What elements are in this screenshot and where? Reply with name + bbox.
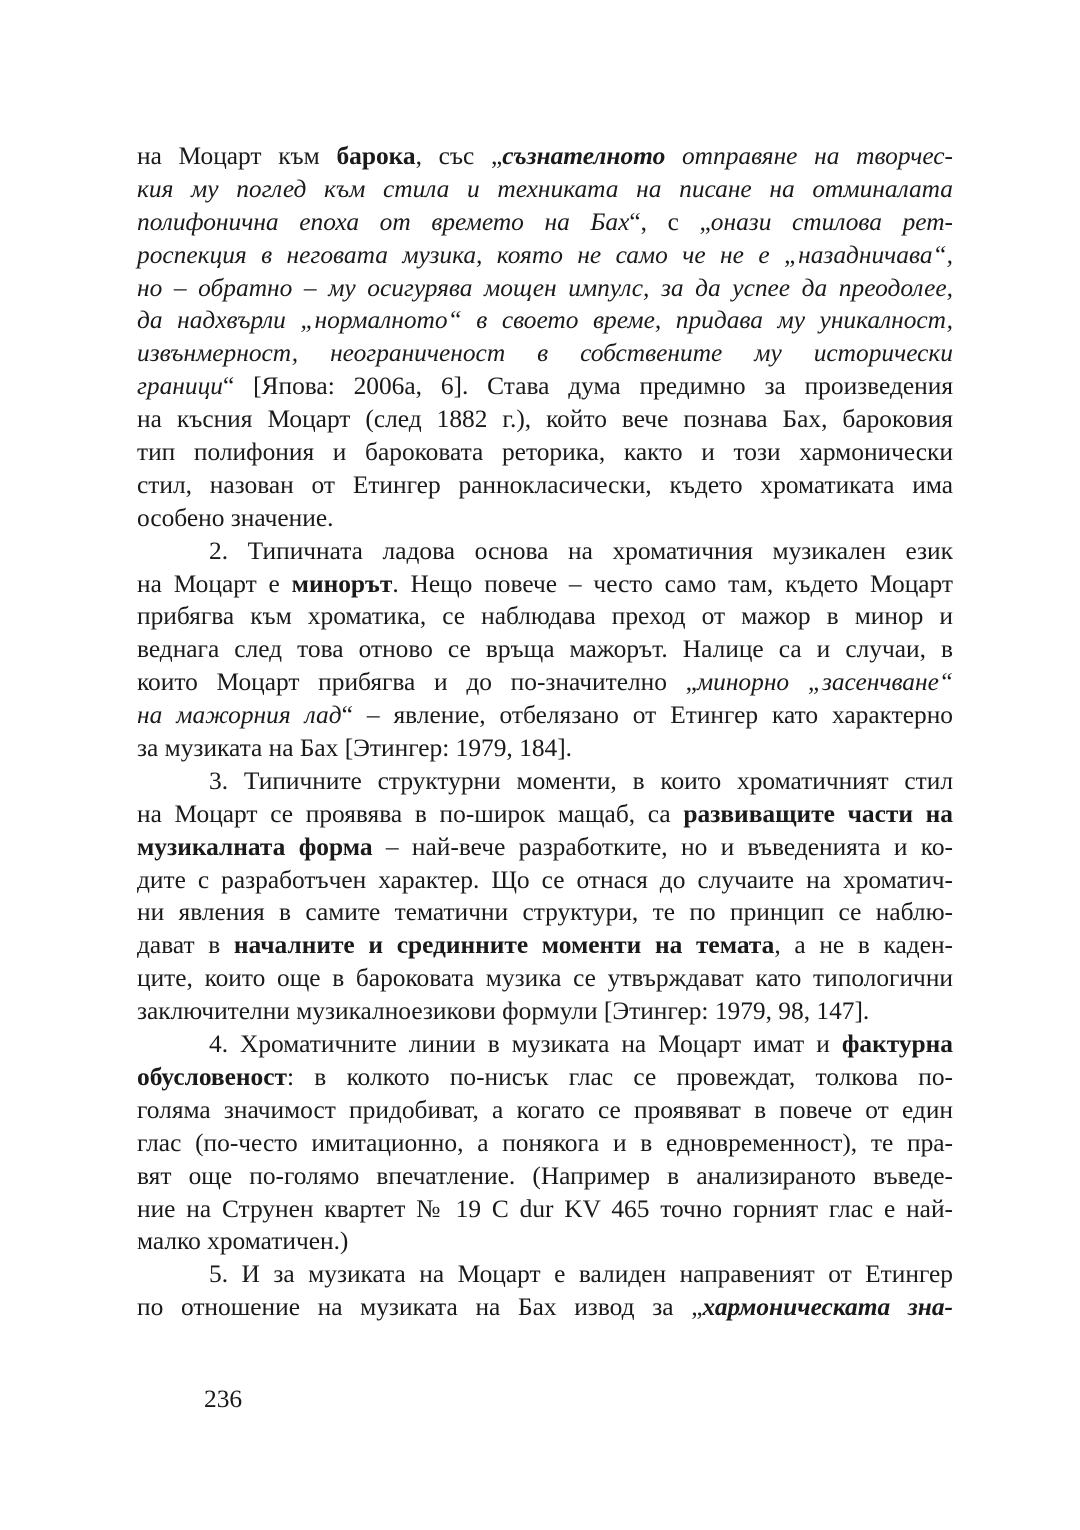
text-segment: началните и срединните моменти на темата (233, 931, 775, 960)
text-line (137, 1225, 953, 1258)
text-segment: на Моцарт към (137, 142, 337, 170)
text-line (137, 337, 953, 370)
text-segment: глас (по-често имитационно, а понякога и в едновременност), те пра- (137, 1128, 953, 1157)
text-segment: прибягва към хроматика, се наблюдава преход от мажор в минор и (137, 602, 953, 631)
text-line (137, 732, 953, 765)
text-line (137, 798, 953, 831)
body-text (137, 140, 953, 1324)
text-segment: за музиката на Бах [Этингер: 1979, 184]. (137, 734, 573, 763)
text-line (137, 1258, 953, 1291)
text-segment: по отношение на музиката на Бах извод за „ (137, 1293, 703, 1322)
text-segment: съзнателното (502, 142, 666, 170)
text-segment: вят още по-голямо впечатление. (Например в анализираното въведе- (137, 1161, 953, 1190)
text-segment: “ – явление, отбелязано от Етингер като характерно (341, 701, 953, 730)
text-segment: на късния Моцарт (след 1882 г.), който вече познава Бах, бароковия (137, 405, 953, 434)
text-line (137, 995, 953, 1028)
text-line (137, 666, 953, 699)
text-line (137, 173, 953, 206)
text-segment: музикалната форма (137, 832, 373, 861)
text-line (137, 140, 953, 173)
text-line (137, 699, 953, 732)
text-line (137, 929, 953, 962)
text-segment: ни явления в самите тематични структури, те по принцип се наблю- (137, 898, 953, 927)
text-segment: хармоническата зна- (702, 1293, 953, 1322)
text-segment: минорно „засенчване“ (696, 668, 953, 697)
text-segment: на Моцарт се проявява в по-широк мащаб, са (137, 799, 684, 828)
text-segment: 3. Типичните структурни моменти, в които хроматичният стил (209, 766, 953, 795)
text-line (137, 1193, 953, 1226)
text-segment: на Моцарт е (137, 569, 292, 598)
text-segment: , със „ (415, 142, 503, 170)
text-segment: : в колкото по-нисък глас се провеждат, толкова по- (286, 1062, 953, 1091)
text-line (137, 962, 953, 995)
text-line (137, 633, 953, 666)
text-line (137, 206, 953, 239)
text-segment: дават в (137, 931, 234, 960)
text-segment: 5. И за музиката на Моцарт е валиден направеният от Етингер (209, 1260, 953, 1289)
text-line (137, 304, 953, 337)
text-segment: заключителни музикалноезикови формули [Этингер: 1979, 98, 147]. (137, 997, 870, 1026)
text-line (137, 896, 953, 929)
text-segment: но – обратно – му осигурява мощен импулс, за да успее да преодолее, (137, 273, 953, 302)
text-segment: . Нещо повече – често само там, където Моцарт (392, 569, 954, 598)
text-segment: които Моцарт прибягва и до по-значително „ (137, 668, 697, 697)
text-segment: извънмерност, неограниченост в собствените му исторически (137, 339, 953, 368)
text-segment: особено значение. (137, 503, 334, 532)
text-line (137, 436, 953, 469)
text-segment: малко хроматичен.) (137, 1227, 349, 1256)
text-segment: ние на Струнен квартет № 19 C dur KV 465 точно горният глас е най- (137, 1194, 953, 1223)
text-line (137, 272, 953, 305)
text-segment: голяма значимост придобиват, а когато се проявяват в повече от един (137, 1095, 953, 1124)
text-segment: роспекция в неговата музика, която не само че не е „назадничава“, (137, 240, 953, 269)
text-line (137, 600, 953, 633)
text-line (137, 502, 953, 535)
text-segment: “ [Япова: 2006а, 6]. Става дума предимно за произведения (222, 372, 953, 401)
text-line (137, 765, 953, 798)
text-segment: ците, които още в бароковата музика се утвърждават като типологични (137, 964, 953, 993)
text-segment: 2. Типичната ладова основа на хроматичния музикален език (209, 536, 953, 565)
text-segment: 4. Хроматичните линии в музиката на Моцарт имат и (209, 1030, 842, 1059)
text-segment: полифонична епоха от времето на Бах (137, 207, 630, 236)
text-segment: граници (137, 372, 223, 401)
text-line (137, 568, 953, 601)
text-segment: развиващите части на (683, 799, 953, 828)
text-segment: дите с разработъчен характер. Що се отнася до случаите на хроматич- (137, 865, 953, 894)
text-segment: фактурна (841, 1030, 953, 1059)
text-line (137, 370, 953, 403)
text-segment: онази стилова рет- (710, 207, 953, 236)
text-line (137, 1028, 953, 1061)
text-segment: – най-вече разработките, но и въведенията и ко- (372, 832, 954, 861)
text-line (137, 403, 953, 436)
text-line (137, 1127, 953, 1160)
text-line (137, 535, 953, 568)
text-line (137, 864, 953, 897)
text-line (137, 469, 953, 502)
text-segment: барока (336, 142, 416, 170)
text-line (137, 1160, 953, 1193)
text-segment: отправяне на творчес- (665, 142, 953, 170)
page-number: 236 (204, 1385, 243, 1413)
text-segment: , а не в каден- (774, 931, 953, 960)
text-line (137, 239, 953, 272)
text-segment: тип полифония и бароковата реторика, както и този хармонически (137, 438, 953, 467)
text-segment: веднага след това отново се връща мажорът. Налице са и случаи, в (137, 635, 953, 664)
text-segment: кия му поглед към стила и техниката на писане на отминалата (137, 174, 953, 203)
text-line (137, 1094, 953, 1127)
text-segment: на мажорния лад (137, 701, 342, 730)
text-segment: обусловеност (137, 1062, 287, 1091)
text-line (137, 1291, 953, 1324)
text-segment: “, с „ (629, 207, 711, 236)
text-line (137, 1061, 953, 1094)
text-segment: минорът (291, 569, 393, 598)
text-segment: да надхвърли „нормалното“ в своето време, придава му уникалност, (137, 306, 953, 335)
text-segment: стил, назован от Етингер раннокласически, където хроматиката има (137, 470, 953, 499)
text-line (137, 831, 953, 864)
